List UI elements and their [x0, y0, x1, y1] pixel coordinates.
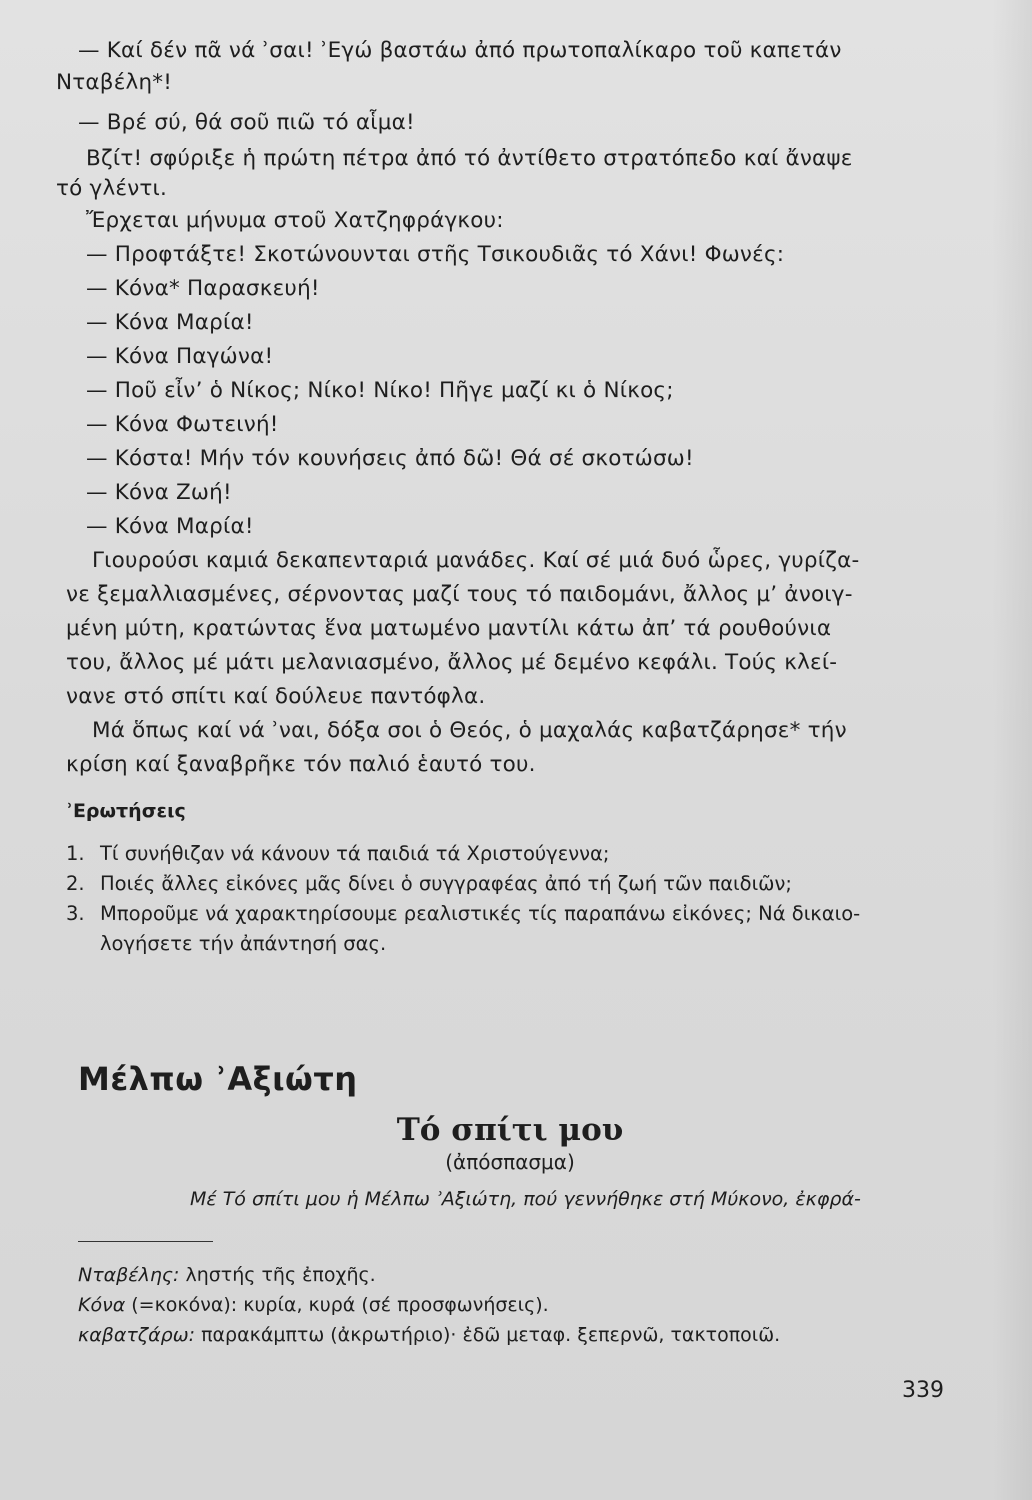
footnote-term: καβατζάρω: — [78, 1324, 196, 1346]
text-line: — Ποῦ εἶν’ ὁ Νίκος; Νίκο! Νίκο! Πῆγε μαζί κι ὁ Νίκος; — [86, 378, 674, 403]
intro-line: Μέ Τό σπίτι μου ἡ Μέλπω ʾΑξιώτη, πού γεννήθηκε στή Μύκονο, ἐκφρά- — [190, 1188, 861, 1210]
text-line: τό γλέντι. — [56, 176, 168, 201]
footnote — [78, 1322, 780, 1348]
text-line: Βζίτ! σφύριξε ἡ πρώτη πέτρα ἀπό τό ἀντίθετο στρατόπεδο καί ἄναψε — [86, 146, 853, 171]
author-name: Μέλπω ʾΑξιώτη — [78, 1060, 358, 1098]
text-line: του, ἄλλος μέ μάτι μελανιασμένο, ἄλλος μέ δεμένο κεφάλι. Τούς κλεί- — [66, 650, 838, 675]
text-line: νανε στό σπίτι καί δούλευε παντόφλα. — [66, 684, 486, 709]
footnote — [78, 1292, 549, 1318]
footnote-term: Νταβέλης: — [78, 1264, 180, 1286]
footnote — [78, 1262, 376, 1288]
question-text-continued: λογήσετε τήν ἀπάντησή σας. — [100, 932, 387, 955]
footnote-definition: (=κοκόνα): κυρία, κυρά (σέ προσφωνήσεις). — [125, 1294, 549, 1316]
footnote-definition: παρακάμπτω (ἀκρωτήριο)· ἐδῶ μεταφ. ξεπερνῶ, τακτοποιῶ. — [195, 1324, 781, 1346]
text-line: νε ξεμαλλιασμένες, σέρνοντας μαζί τους τό παιδομάνι, ἄλλος μ’ ἀνοιγ- — [66, 582, 853, 607]
text-line: μένη μύτη, κρατώντας ἕνα ματωμένο μαντίλι κάτω ἀπ’ τά ρουθούνια — [66, 616, 832, 641]
question-text: Μποροῦμε νά χαρακτηρίσουμε ρεαλιστικές τίς παραπάνω εἰκόνες; Νά δικαιο- — [100, 902, 861, 925]
text-line: — Καί δέν πᾶ νά ʾσαι! ʾΕγώ βαστάω ἀπό πρωτοπαλίκαρο τοῦ καπετάν — [78, 38, 842, 63]
text-line: — Κόνα Παγώνα! — [86, 344, 274, 369]
text-line: Νταβέλη*! — [56, 70, 173, 95]
text-line: — Κόνα Φωτεινή! — [86, 412, 279, 437]
text-line: Γιουρούσι καμιά δεκαπενταριά μανάδες. Καί σέ μιά δυό ὧρες, γυρίζα- — [92, 548, 860, 573]
text-line: — Βρέ σύ, θά σοῦ πιῶ τό αἷμα! — [78, 110, 415, 135]
text-line: — Κόστα! Μήν τόν κουνήσεις ἀπό δῶ! Θά σέ σκοτώσω! — [86, 446, 694, 471]
footnote-term: Κόνα — [78, 1294, 126, 1316]
footnote-divider — [78, 1241, 213, 1242]
text-line: — Κόνα Μαρία! — [86, 310, 254, 335]
work-title: Τό σπίτι μου — [396, 1112, 624, 1148]
footnote-definition: ληστής τῆς ἐποχῆς. — [179, 1264, 376, 1286]
questions-heading: ʾΕρωτήσεις — [66, 800, 186, 822]
text-line: — Προφτάξτε! Σκοτώνουνται στῆς Τσικουδιᾶς τό Χάνι! Φωνές: — [86, 242, 785, 267]
page-number: 339 — [902, 1378, 944, 1403]
question-number: 1. — [66, 842, 85, 865]
page-edge-shadow — [992, 0, 1032, 1500]
text-line: Μά ὅπως καί νά ʾναι, δόξα σοι ὁ Θεός, ὁ μαχαλάς καβατζάρησε* τήν — [92, 718, 847, 743]
text-line: κρίση καί ξαναβρῆκε τόν παλιό ἑαυτό του. — [66, 752, 536, 777]
text-line: — Κόνα Μαρία! — [86, 514, 254, 539]
question-number: 3. — [66, 902, 85, 925]
work-subtitle: (ἀπόσπασμα) — [445, 1150, 575, 1174]
question-text: Τί συνήθιζαν νά κάνουν τά παιδιά τά Χριστούγεννα; — [100, 842, 610, 865]
text-line: — Κόνα* Παρασκευή! — [86, 276, 320, 301]
text-line: — Κόνα Ζωή! — [86, 480, 232, 505]
question-text: Ποιές ἄλλες εἰκόνες μᾶς δίνει ὁ συγγραφέας ἀπό τή ζωή τῶν παιδιῶν; — [100, 872, 792, 895]
text-line: Ἔρχεται μήνυμα στοῦ Χατζηφράγκου: — [86, 208, 504, 233]
question-number: 2. — [66, 872, 85, 895]
